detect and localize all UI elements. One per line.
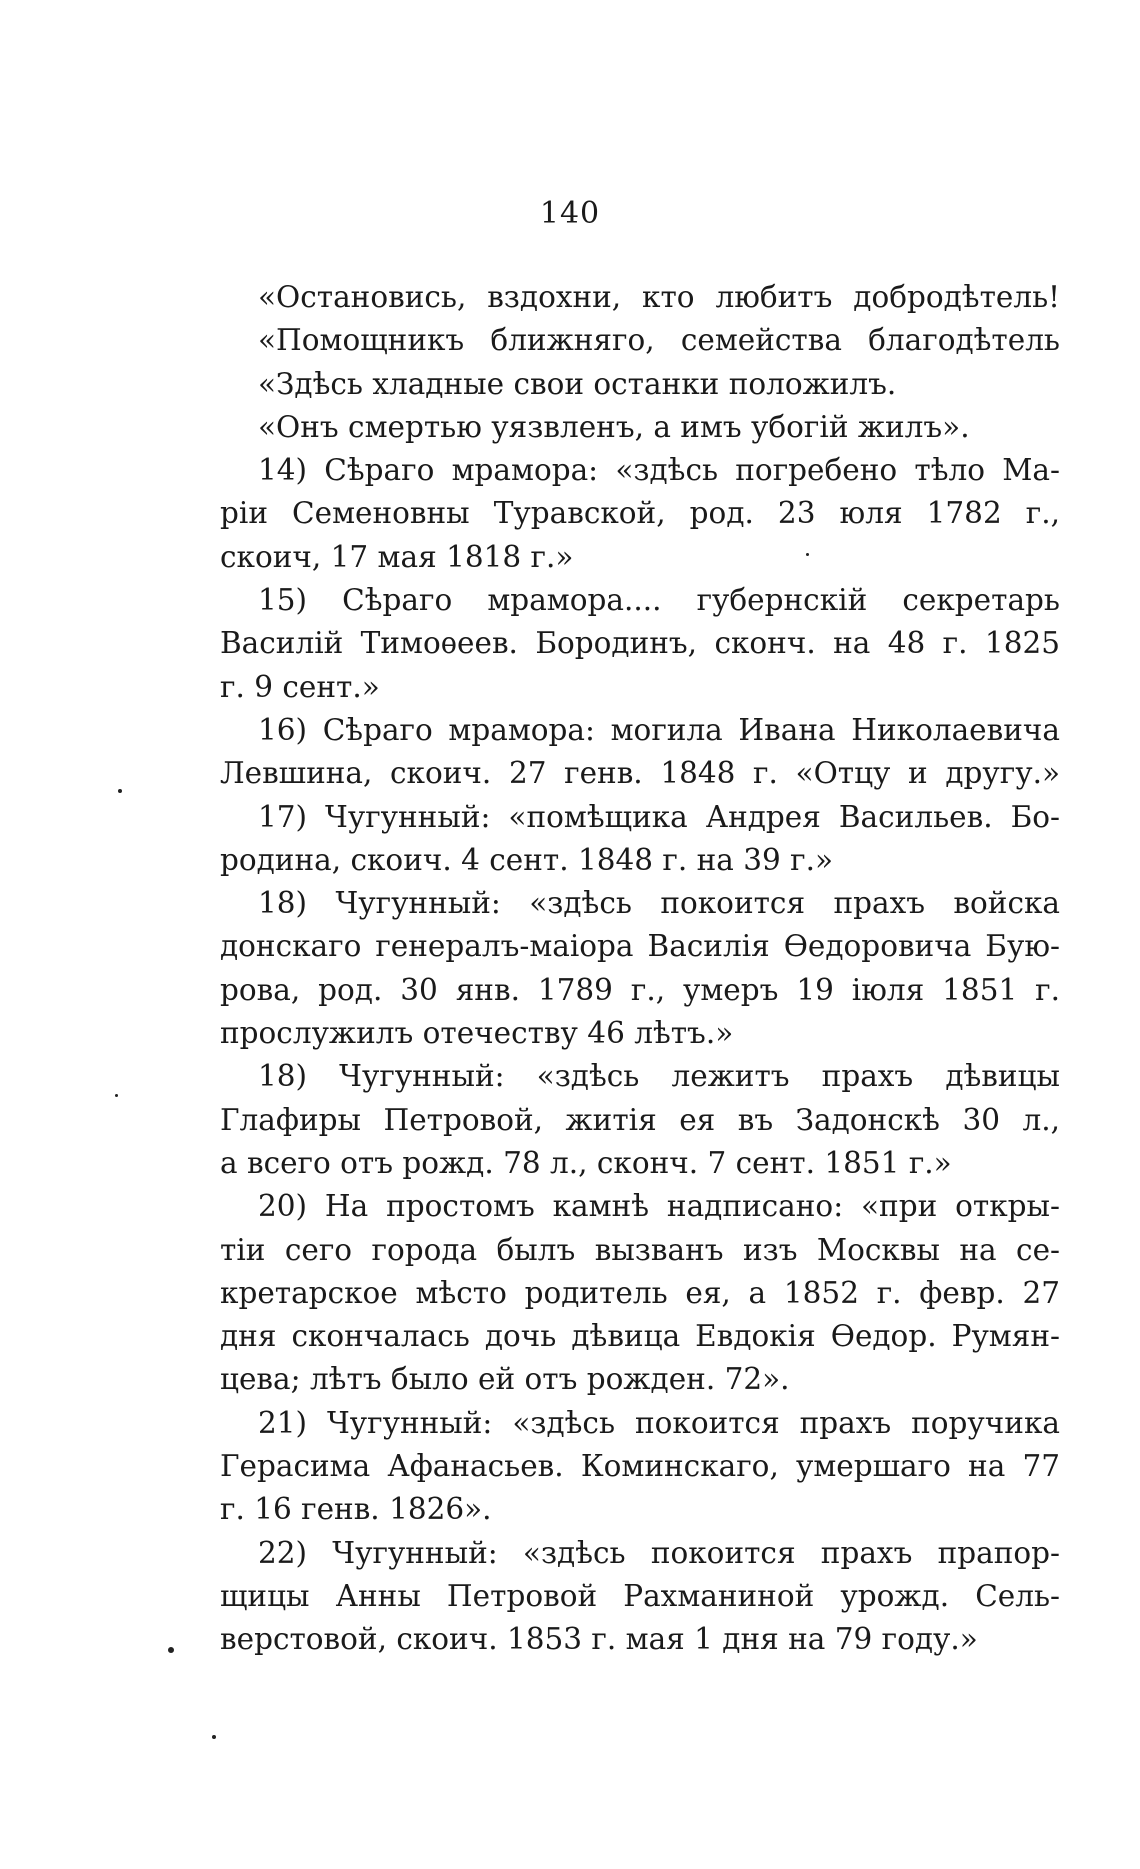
scan-speck: [806, 553, 809, 556]
text-line: верстовой, скоич. 1853 г. мая 1 дня на 79 году.»: [220, 1622, 978, 1657]
text-line: ріи Семеновны Туравской, род. 23 юля 1782 г.,: [220, 496, 1060, 531]
page-number: 140: [539, 196, 601, 231]
text-line: 18) Чугунный: «здѣсь покоится прахъ войска: [258, 886, 1060, 921]
text-line: Герасима Афанасьев. Коминскаго, умершаго на 77: [220, 1449, 1060, 1484]
text-line: 16) Сѣраго мрамора: могила Ивана Николаевича: [258, 712, 1060, 747]
text-line: «Здѣсь хладные свои останки положилъ.: [258, 366, 897, 401]
text-line: щицы Анны Петровой Рахманиной урожд. Сель-: [220, 1578, 1060, 1613]
text-line: «Остановись, вздохни, кто любитъ добродѣтель!: [258, 280, 1060, 314]
text-line: Левшина, скоич. 27 генв. 1848 г. «Отцу и другу.»: [220, 756, 1060, 791]
text-line: родина, скоич. 4 сент. 1848 г. на 39 г.»: [220, 842, 834, 877]
text-line: г. 9 сент.»: [220, 669, 380, 704]
text-line: тіи сего города былъ вызванъ изъ Москвы на се-: [220, 1232, 1060, 1267]
text-line: прослужилъ отечеству 46 лѣтъ.»: [220, 1016, 734, 1051]
text-line: 22) Чугунный: «здѣсь покоится прахъ прапор-: [258, 1535, 1060, 1570]
text-line: донскаго генералъ-маіора Василія Ѳедоровича Бую-: [220, 929, 1060, 964]
text-line: цева; лѣтъ было ей отъ рожден. 72».: [220, 1362, 790, 1397]
page-text: [220, 276, 1060, 1662]
text-line: 14) Сѣраго мрамора: «здѣсь погребено тѣло Ма-: [258, 453, 1060, 488]
scan-speck: [118, 789, 122, 793]
text-line: дня скончалась дочь дѣвица Евдокія Ѳедор. Румян-: [220, 1319, 1060, 1354]
text-line: г. 16 генв. 1826».: [220, 1492, 492, 1527]
text-line: скоич, 17 мая 1818 г.»: [220, 539, 574, 574]
scan-speck: [115, 1094, 118, 1097]
scan-speck: [168, 1647, 174, 1653]
text-line: 15) Сѣраго мрамора.... губернскій секретарь: [258, 583, 1060, 618]
text-line: Василій Тимоѳеев. Бородинъ, сконч. на 48 г. 1825: [220, 626, 1060, 661]
text-line: Глафиры Петровой, житія ея въ Задонскѣ 30 л.,: [220, 1102, 1060, 1137]
text-line: «Онъ смертью уязвленъ, а имъ убогій жилъ».: [258, 409, 970, 444]
scan-speck: [212, 1735, 216, 1739]
text-line: 20) На простомъ камнѣ надписано: «при откры-: [258, 1189, 1060, 1224]
text-line: а всего отъ рожд. 78 л., сконч. 7 сент. 1851 г.»: [220, 1145, 952, 1180]
text-line: «Помощникъ ближняго, семейства благодѣтель: [258, 323, 1060, 358]
text-line: кретарское мѣсто родитель ея, а 1852 г. февр. 27: [220, 1275, 1060, 1310]
text-line: рова, род. 30 янв. 1789 г., умеръ 19 іюля 1851 г.: [220, 972, 1060, 1007]
text-line: 18) Чугунный: «здѣсь лежитъ прахъ дѣвицы: [258, 1059, 1060, 1094]
text-line: 21) Чугунный: «здѣсь покоится прахъ поручика: [258, 1405, 1060, 1440]
text-line: 17) Чугунный: «помѣщика Андрея Васильев. Бо-: [258, 799, 1060, 834]
